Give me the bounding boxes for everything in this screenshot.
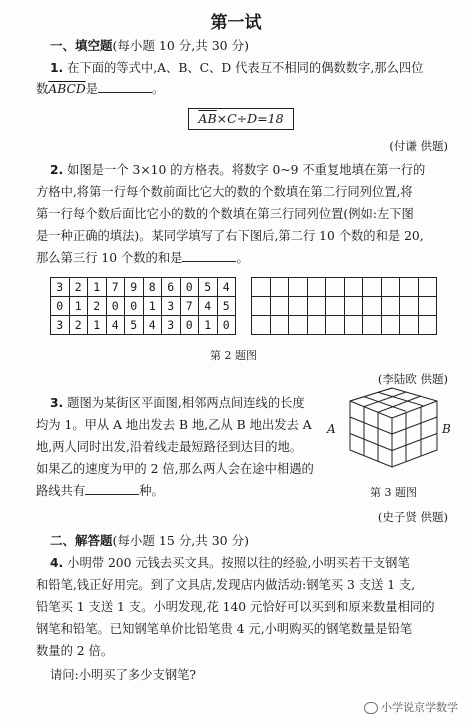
q2-example-cell: 0 [125, 297, 144, 316]
q1-text2-prefix: 数 [36, 82, 49, 96]
q1-formula-rest: ×C÷D=18 [216, 111, 284, 126]
q1-credit: (付谦 供题) [389, 139, 448, 153]
q2-blank-cell[interactable] [381, 297, 400, 316]
section1-title: 一、填空题 [50, 38, 113, 53]
q2-example-cell: 0 [217, 316, 236, 335]
q2-example-cell: 4 [217, 278, 236, 297]
q2-blank-cell[interactable] [418, 278, 437, 297]
q3-line1 [50, 393, 305, 413]
q2-caption: 第 2 题图 [210, 349, 257, 362]
q2-blank-grid [251, 277, 437, 335]
q2-example-cell: 1 [88, 316, 107, 335]
wechat-icon [364, 702, 378, 714]
q2-example-cell: 2 [69, 278, 88, 297]
q2-blank-cell[interactable] [270, 316, 289, 335]
q2-blank-cell[interactable] [344, 278, 363, 297]
q3-credit: (史子贤 供题) [377, 510, 448, 524]
q3-answer-blank[interactable] [85, 482, 139, 495]
q2-blank-cell[interactable] [289, 316, 308, 335]
q2-example-cell: 5 [199, 278, 218, 297]
q3-line2: 均为 1。甲从 A 地出发去 B 地,乙从 B 地出发去 A [36, 418, 312, 432]
q2-blank-cell[interactable] [270, 297, 289, 316]
q2-example-cell: 5 [217, 297, 236, 316]
q2-blank-cell[interactable] [307, 278, 326, 297]
q2-example-cell: 4 [199, 297, 218, 316]
q2-blank-cell[interactable] [344, 297, 363, 316]
q2-blank-row [252, 278, 437, 297]
q2-blank-cell[interactable] [307, 297, 326, 316]
q2-example-cell: 5 [125, 316, 144, 335]
q3-caption: 第 3 题图 [370, 486, 417, 499]
q1-text2-suffix: 是 [85, 82, 99, 96]
q2-line1 [50, 160, 425, 180]
q2-blank-cell[interactable] [400, 297, 419, 316]
q2-example-cell: 3 [51, 278, 70, 297]
q2-blank-cell[interactable] [252, 316, 271, 335]
q1-line1 [50, 58, 424, 78]
q2-blank-cell[interactable] [307, 316, 326, 335]
q2-example-cell: 0 [106, 297, 125, 316]
q3-line4: 如果乙的速度为甲的 2 倍,那么两人会在途中相遇的 [36, 462, 314, 476]
q2-text1: 如图是一个 3×10 的方格表。将数字 0~9 不重复地填在第一行的 [67, 163, 426, 177]
q2-line3: 第一行每个数后面比它小的数的个数填在第三行同列位置(例如:左下图 [36, 207, 414, 221]
q4-question: 请问:小明买了多少支钢笔? [50, 668, 197, 682]
q2-example-cell: 2 [88, 297, 107, 316]
q2-blank-cell[interactable] [381, 316, 400, 335]
q2-blank-cell[interactable] [326, 278, 345, 297]
q2-example-cell: 3 [51, 316, 70, 335]
section2-header [50, 531, 249, 549]
q2-example-cell: 7 [106, 278, 125, 297]
q2-blank-cell[interactable] [363, 297, 382, 316]
q2-example-cell: 2 [69, 316, 88, 335]
q2-answer-blank[interactable] [182, 249, 236, 262]
q2-example-row [51, 278, 236, 297]
q2-blank-cell[interactable] [381, 278, 400, 297]
q2-blank-cell[interactable] [363, 316, 382, 335]
q2-example-cell: 8 [143, 278, 162, 297]
q4-line4: 钢笔和铅笔。已知钢笔单价比铅笔贵 4 元,小明购买的钢笔数量是铅笔 [36, 622, 413, 636]
q2-blank-row [252, 297, 437, 316]
q2-blank-cell[interactable] [289, 278, 308, 297]
q3-number: 3. [50, 396, 64, 410]
q2-line2: 方格中,将第一行每个数前面比它大的数的个数填在第二行同列位置,将 [36, 185, 413, 199]
q4-number: 4. [50, 556, 64, 570]
q4-line1 [50, 553, 410, 573]
q2-example-cell: 1 [143, 297, 162, 316]
q4-text1: 小明带 200 元钱去买文具。按照以往的经验,小明买若干支钢笔 [67, 556, 410, 570]
q2-blank-cell[interactable] [418, 297, 437, 316]
section1-header [50, 36, 249, 54]
section2-title: 二、解答题 [50, 533, 113, 548]
q2-example-cell: 1 [69, 297, 88, 316]
q2-blank-cell[interactable] [270, 278, 289, 297]
q2-blank-cell[interactable] [400, 278, 419, 297]
q1-line2 [36, 79, 164, 99]
q3-line5 [36, 481, 164, 501]
section2-note: (每小题 15 分,共 30 分) [112, 533, 249, 548]
q2-blank-cell[interactable] [326, 316, 345, 335]
q2-example-cell: 0 [180, 316, 199, 335]
q2-example-cell: 3 [162, 297, 181, 316]
q3-text5-suffix: 种。 [139, 484, 164, 498]
q2-example-row [51, 297, 236, 316]
q2-blank-cell[interactable] [344, 316, 363, 335]
q1-answer-blank[interactable] [98, 80, 152, 93]
q2-example-grid [50, 277, 236, 335]
q2-blank-cell[interactable] [400, 316, 419, 335]
q2-blank-cell[interactable] [418, 316, 437, 335]
watermark [364, 699, 458, 715]
q3-line3: 地,两人同时出发,沿着线走最短路径到达目的地。 [36, 440, 303, 454]
q3-text1: 题图为某街区平面图,相邻两点间连线的长度 [67, 396, 305, 410]
q1-formula-ab: $\overline{AB}$ [198, 111, 217, 126]
q2-example-cell: 1 [199, 316, 218, 335]
q1-end: 。 [152, 82, 165, 96]
q3-label-a: A [327, 422, 336, 436]
page-title: 第一试 [210, 13, 262, 33]
q4-line2: 和铅笔,钱正好用完。到了文具店,发现店内做活动:钢笔买 3 支送 1 支, [36, 578, 416, 592]
q2-line4: 是一种正确的填法)。某同学填写了右下图后,第二行 10 个数的和是 20, [36, 229, 424, 243]
q2-blank-cell[interactable] [252, 297, 271, 316]
section1-note: (每小题 10 分,共 30 分) [112, 38, 249, 53]
watermark-text: 小学说京学数学 [381, 701, 458, 714]
q3-text5-prefix: 路线共有 [36, 484, 86, 498]
q1-formula-box [188, 108, 294, 130]
q1-number: 1. [50, 61, 64, 75]
q2-blank-cell[interactable] [252, 278, 271, 297]
q2-end: 。 [236, 251, 249, 265]
q2-blank-cell[interactable] [326, 297, 345, 316]
q3-label-b: B [442, 422, 451, 436]
q2-line5 [36, 248, 249, 268]
q2-example-cell: 0 [180, 278, 199, 297]
q2-example-cell: 7 [180, 297, 199, 316]
q2-example-cell: 4 [143, 316, 162, 335]
q2-example-cell: 0 [51, 297, 70, 316]
q2-text5: 那么第三行 10 个数的和是 [36, 251, 183, 265]
q2-example-row [51, 316, 236, 335]
q2-number: 2. [50, 163, 64, 177]
q1-text1: 在下面的等式中,A、B、C、D 代表互不相同的偶数数字,那么四位 [67, 61, 424, 75]
q4-line5: 数量的 2 倍。 [36, 644, 114, 658]
q2-example-cell: 6 [162, 278, 181, 297]
q2-example-cell: 1 [88, 278, 107, 297]
q2-example-cell: 3 [162, 316, 181, 335]
q2-example-cell: 9 [125, 278, 144, 297]
q4-line3: 铅笔买 1 支送 1 支。小明发现,花 140 元恰好可以买到和原来数量相同的 [36, 600, 435, 614]
q2-blank-row [252, 316, 437, 335]
q2-credit: (李陆欧 供题) [377, 372, 448, 386]
q2-blank-cell[interactable] [289, 297, 308, 316]
q3-map-outline [350, 388, 437, 467]
q2-blank-cell[interactable] [363, 278, 382, 297]
q1-abcd: ABCD [48, 82, 86, 96]
q2-example-cell: 4 [106, 316, 125, 335]
